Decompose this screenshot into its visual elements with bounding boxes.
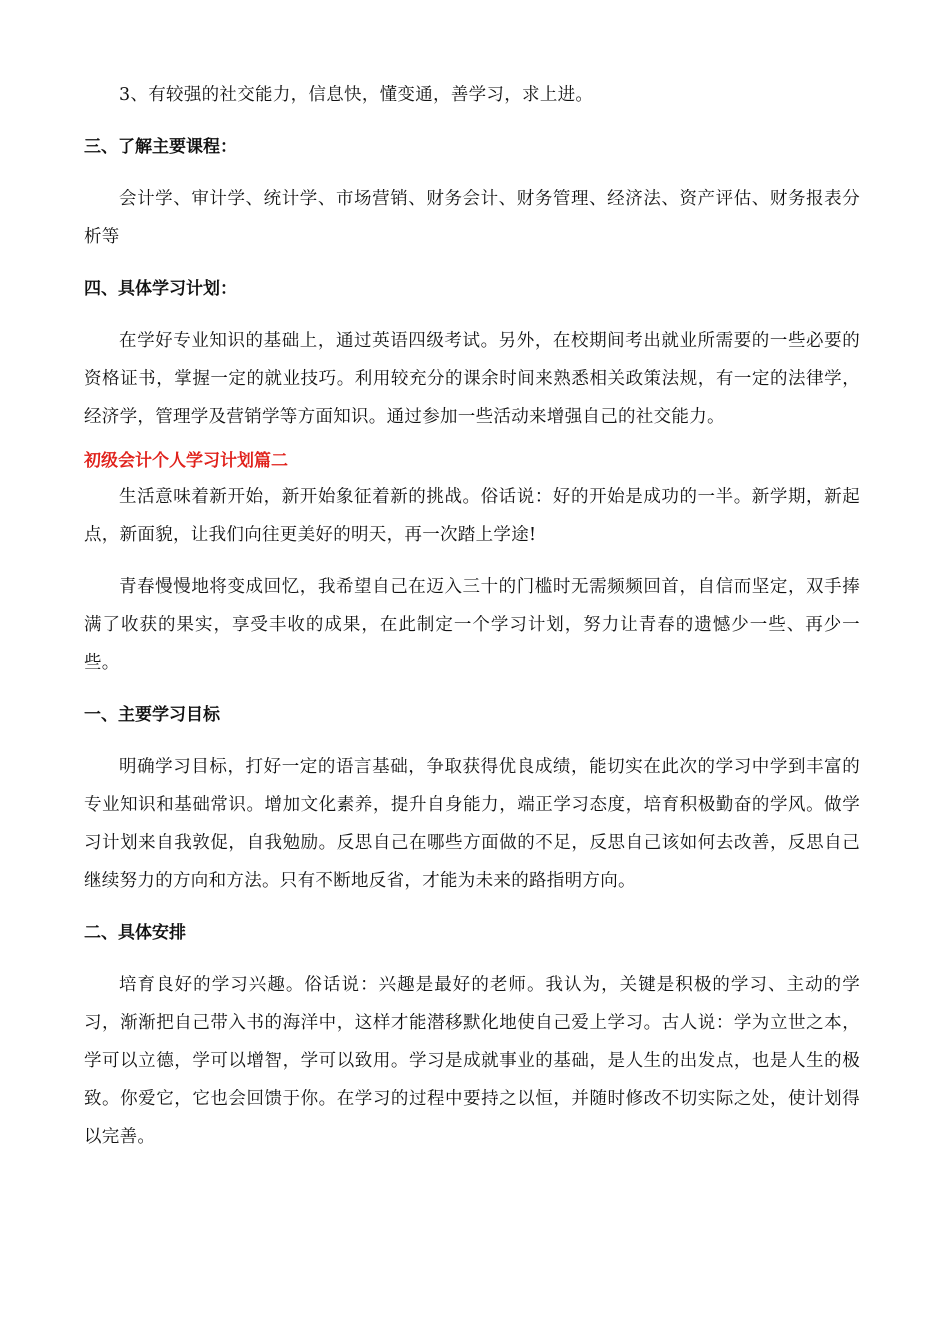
paragraph-course-list: 会计学、审计学、统计学、市场营销、财务会计、财务管理、经济法、资产评估、财务报表分析等: [84, 189, 860, 247]
section-title-part-two: 初级会计个人学习计划篇二: [84, 451, 288, 471]
paragraph-study-plan: 在学好专业知识的基础上，通过英语四级考试。另外，在校期间考出就业所需要的一些必要的资格证书，掌握一定的就业技巧。利用较充分的课余时间来熟悉相关政策法规，有一定的法律学，经济学，管理学及营销学等方面知识。通过参加一些活动来增强自己的社交能力。: [84, 331, 860, 427]
paragraph-arrangement: 培育良好的学习兴趣。俗话说：兴趣是最好的老师。我认为，关键是积极的学习、主动的学习，渐渐把自己带入书的海洋中，这样才能潜移默化地使自己爱上学习。古人说：学为立世之本，学可以立德，学可以增智，学可以致用。学习是成就事业的基础，是人生的出发点，也是人生的极致。你爱它，它也会回馈于你。在学习的过程中要持之以恒，并随时修改不切实际之处，使计划得以完善。: [84, 975, 860, 1147]
heading-arrangement: 二、具体安排: [84, 923, 186, 943]
heading-main-goals: 一、主要学习目标: [84, 705, 220, 725]
paragraph-social-ability: 3、有较强的社交能力，信息快，懂变通，善学习，求上进。: [119, 85, 594, 105]
heading-main-courses: 三、了解主要课程：: [84, 137, 237, 157]
paragraph-new-beginning: 生活意味着新开始，新开始象征着新的挑战。俗话说：好的开始是成功的一半。新学期，新起点，新面貌，让我们向往更美好的明天，再一次踏上学途!: [84, 487, 860, 545]
heading-study-plan: 四、具体学习计划：: [84, 279, 237, 299]
paragraph-youth-memory: 青春慢慢地将变成回忆，我希望自己在迈入三十的门槛时无需频频回首，自信而坚定，双手捧满了收获的果实，享受丰收的成果，在此制定一个学习计划，努力让青春的遗憾少一些、再少一些。: [84, 577, 860, 673]
paragraph-main-goals: 明确学习目标，打好一定的语言基础，争取获得优良成绩，能切实在此次的学习中学到丰富的专业知识和基础常识。增加文化素养，提升自身能力，端正学习态度，培育积极勤奋的学风。做学习计划来自我敦促，自我勉励。反思自己在哪些方面做的不足，反思自己该如何去改善，反思自己继续努力的方向和方法。只有不断地反省，才能为未来的路指明方向。: [84, 757, 860, 891]
document-body: [84, 76, 860, 1156]
